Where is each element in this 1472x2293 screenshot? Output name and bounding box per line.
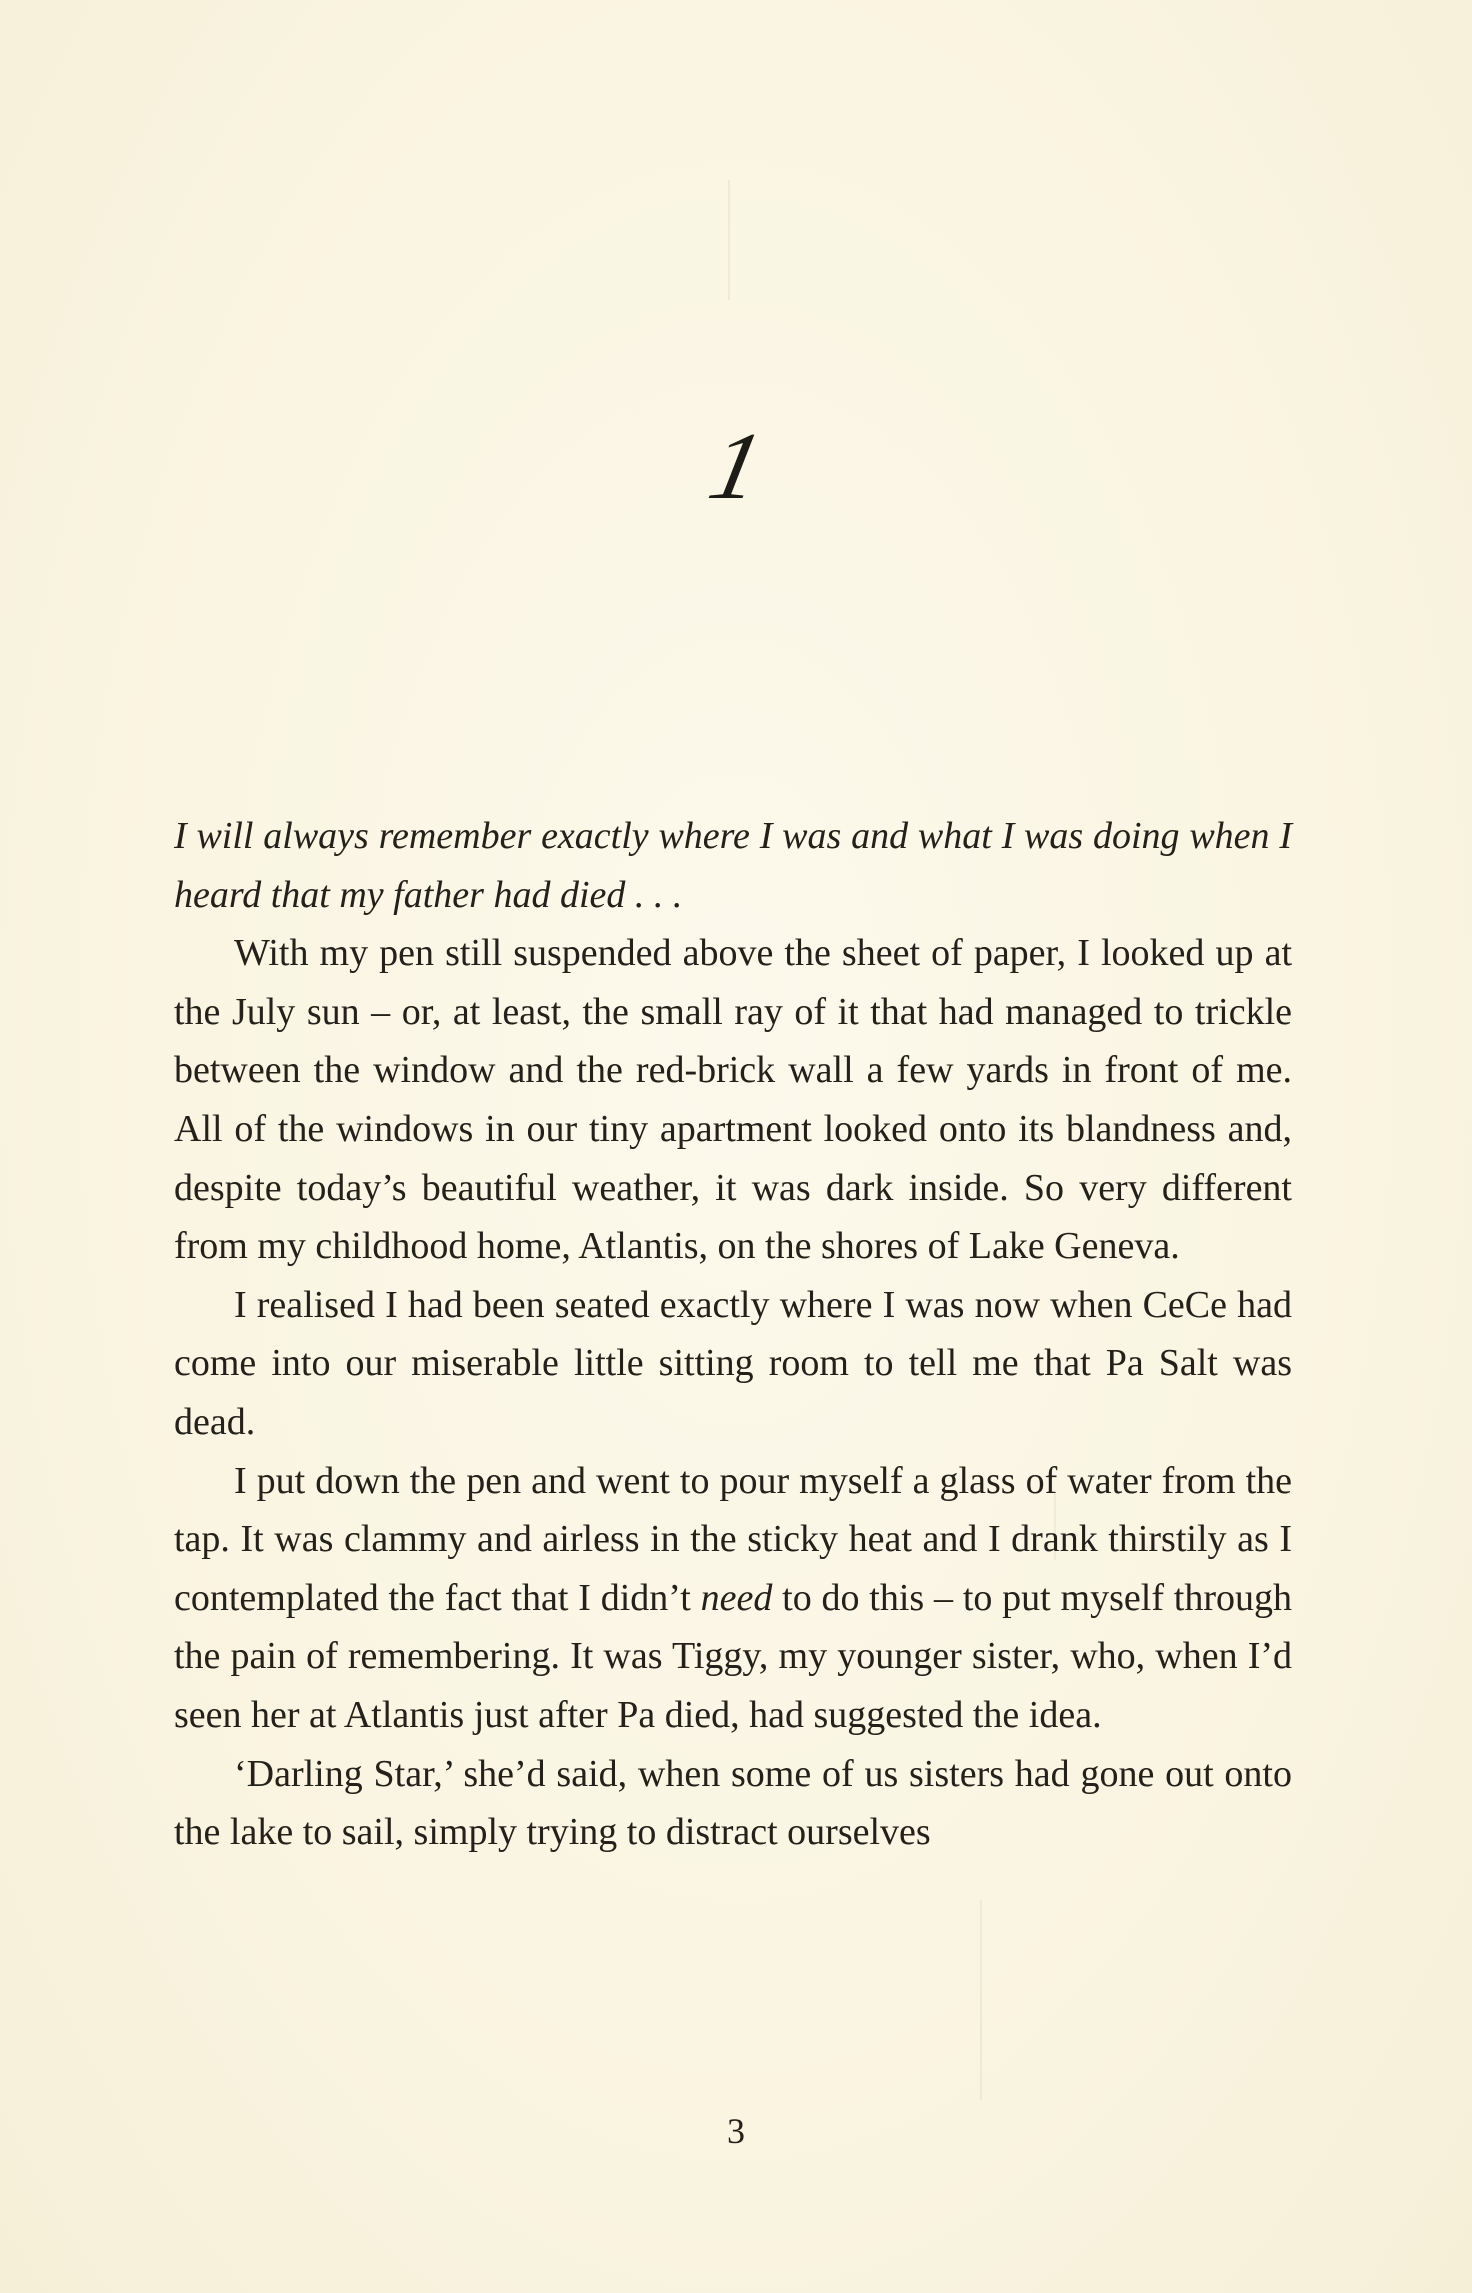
paragraph-text: I put down the pen and went to pour myself a glass of water from the tap. It was clammy and airless in the sticky heat and I drank thirstily as I contemplated the fact that I didn’t: [174, 1459, 1292, 1619]
page-number: 3: [727, 2111, 745, 2151]
opening-line: [174, 807, 1292, 924]
emphasized-word: need: [700, 1576, 773, 1619]
opening-line-1: I will always remember exactly where I was and what I was: [174, 815, 1084, 857]
chapter-body: [174, 807, 1292, 1862]
scan-fold-line: [980, 1900, 982, 2100]
opening-line-2: doing when I heard that my father had died . . .: [174, 815, 1292, 916]
scan-fold-line: [728, 180, 730, 300]
paragraph: [174, 1452, 1292, 1745]
paragraph-text: to do this – to put myself through the pain of remembering. It was Tiggy, my younger sister, who, when I’d seen her at Atlantis just after Pa died, had suggested the idea.: [174, 1576, 1292, 1736]
paragraph: ‘Darling Star,’ she’d said, when some of us sisters had gone out onto the lake to sail, simply trying to distract ourselves: [174, 1752, 1292, 1854]
paragraph: I realised I had been seated exactly where I was now when CeCe had come into our miserable little sitting room to tell me that Pa Salt was dead.: [174, 1283, 1292, 1443]
paragraph: With my pen still suspended above the sheet of paper, I looked up at the July sun – or, at least, the small ray of it that had managed to trickle between the window and the red-brick wall a few yards in front of me. All of the windows in our tiny apartment looked onto its blandness and, despite today’s beautiful weather, it was dark inside. So very different from my childhood home, Atlantis, on the shores of Lake Geneva.: [174, 932, 1292, 1268]
chapter-number: 1: [700, 412, 772, 519]
